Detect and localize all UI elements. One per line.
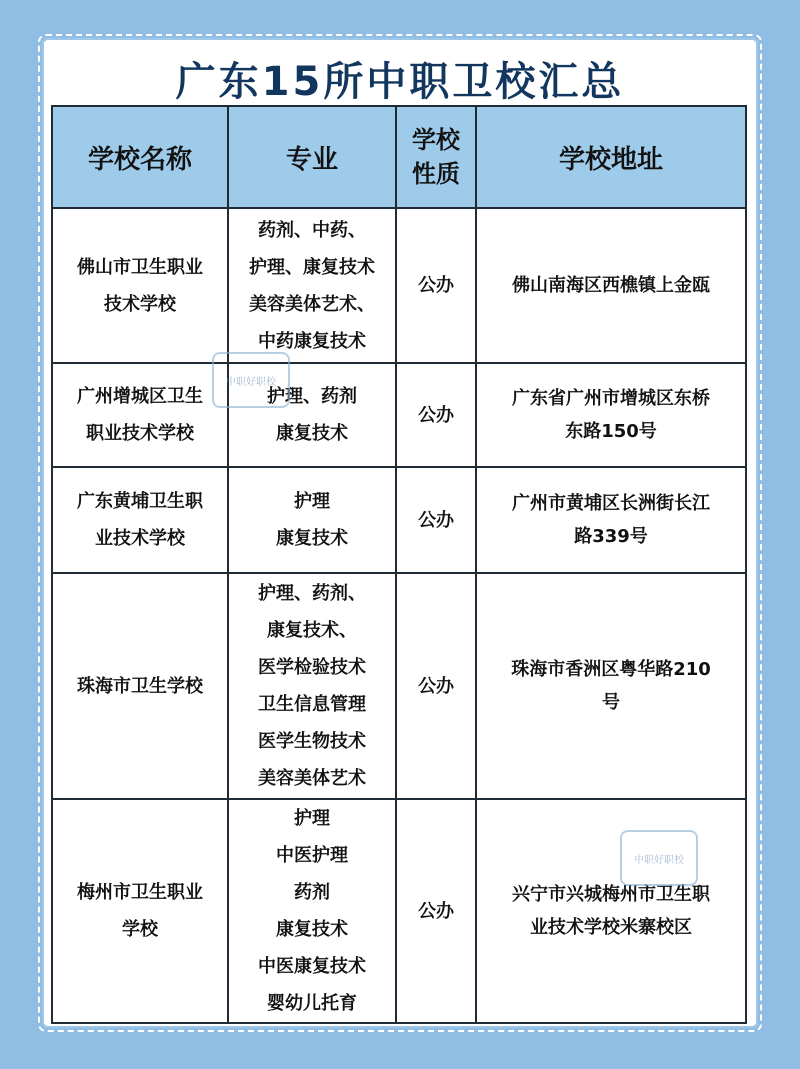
school-type-cell-line: 公办 — [418, 509, 454, 531]
address-cell-line: 广东省广州市增城区东桥 — [512, 388, 710, 409]
address-cell — [476, 573, 746, 799]
majors-cell — [228, 573, 396, 799]
school-type-cell — [396, 573, 476, 799]
school-name-cell-line: 业技术学校 — [95, 528, 185, 549]
majors-cell-line: 医学生物技术 — [258, 731, 366, 752]
school-type-cell-line: 公办 — [418, 900, 454, 922]
majors-cell-line: 美容美体艺术、 — [249, 293, 375, 315]
header-type-line2: 性质 — [412, 160, 460, 188]
majors-cell — [228, 799, 396, 1023]
table-row — [52, 208, 746, 363]
majors-cell — [228, 208, 396, 363]
majors-cell-line: 美容美体艺术 — [258, 768, 366, 789]
school-name-cell-line: 广州增城区卫生 — [77, 386, 203, 407]
school-type-cell — [396, 208, 476, 363]
header-address: 学校地址 — [476, 106, 746, 208]
address-cell-line: 号 — [602, 692, 620, 713]
table-header-row — [52, 106, 746, 208]
address-cell — [476, 467, 746, 573]
school-name-cell-line: 职业技术学校 — [86, 423, 194, 444]
address-cell-line: 路339号 — [574, 526, 648, 547]
watermark-logo-1 — [212, 352, 290, 408]
school-name-cell — [52, 208, 228, 363]
school-table — [51, 105, 747, 1024]
watermark-text-1: 中职好职校 — [226, 376, 276, 388]
address-cell — [476, 363, 746, 467]
majors-cell-line: 康复技术 — [276, 919, 348, 940]
table-row — [52, 573, 746, 799]
school-name-cell-line: 珠海市卫生学校 — [77, 675, 203, 697]
school-name-cell-line: 佛山市卫生职业 — [77, 256, 203, 278]
majors-cell-line: 康复技术 — [276, 528, 348, 549]
address-cell-line: 业技术学校米寨校区 — [530, 917, 692, 938]
school-type-cell — [396, 363, 476, 467]
header-major: 专业 — [228, 106, 396, 208]
address-cell-line: 佛山南海区西樵镇上金瓯 — [512, 275, 710, 296]
school-name-cell — [52, 363, 228, 467]
majors-cell-line: 护理、药剂 — [267, 386, 357, 407]
table-row — [52, 467, 746, 573]
table-row — [52, 363, 746, 467]
school-type-cell — [396, 467, 476, 573]
watermark-logo-2 — [620, 830, 698, 886]
header-school-name: 学校名称 — [52, 106, 228, 208]
header-type-line1: 学校 — [412, 126, 460, 154]
school-type-cell-line: 公办 — [418, 675, 454, 697]
school-name-cell — [52, 573, 228, 799]
majors-cell — [228, 467, 396, 573]
school-type-cell — [396, 799, 476, 1023]
school-type-cell-line: 公办 — [418, 275, 454, 296]
majors-cell-line: 中药康复技术 — [258, 330, 366, 352]
school-name-cell-line: 技术学校 — [104, 293, 176, 315]
school-name-cell-line: 学校 — [122, 919, 158, 940]
school-name-cell-line: 广东黄埔卫生职 — [77, 491, 203, 512]
majors-cell-line: 护理、药剂、 — [258, 583, 366, 604]
majors-cell-line: 婴幼儿托育 — [267, 993, 357, 1014]
majors-cell-line: 康复技术、 — [267, 620, 357, 641]
watermark-text-2: 中职好职校 — [634, 854, 684, 866]
majors-cell-line: 医学检验技术 — [258, 657, 366, 678]
majors-cell-line: 护理、康复技术 — [249, 256, 375, 278]
address-cell-line: 珠海市香洲区粤华路210 — [511, 659, 711, 680]
address-cell — [476, 208, 746, 363]
address-cell — [476, 799, 746, 1023]
address-cell-line: 东路150号 — [565, 421, 657, 442]
majors-cell-line: 中医康复技术 — [258, 956, 366, 977]
school-name-cell-line: 梅州市卫生职业 — [77, 882, 203, 903]
majors-cell-line: 护理 — [294, 808, 330, 829]
school-name-cell — [52, 467, 228, 573]
header-school-type — [396, 106, 476, 208]
school-type-cell-line: 公办 — [418, 404, 454, 426]
majors-cell-line: 药剂 — [294, 882, 330, 903]
address-cell-line: 广州市黄埔区长洲街长江 — [512, 493, 710, 514]
majors-cell-line: 药剂、中药、 — [258, 219, 366, 241]
majors-cell-line: 康复技术 — [276, 423, 348, 444]
majors-cell-line: 中医护理 — [276, 845, 348, 866]
address-cell-line: 兴宁市兴城梅州市卫生职 — [512, 884, 710, 905]
school-name-cell — [52, 799, 228, 1023]
majors-cell-line: 护理 — [294, 491, 330, 512]
majors-cell-line: 卫生信息管理 — [258, 694, 366, 715]
page-title: 广东15所中职卫校汇总 — [175, 59, 625, 105]
